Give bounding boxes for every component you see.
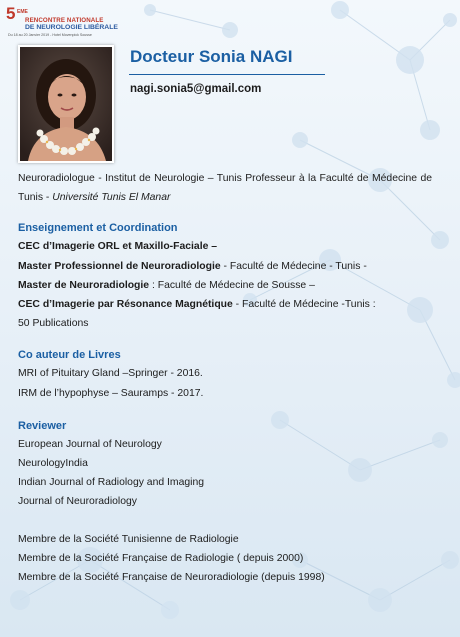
teaching-line	[18, 318, 88, 329]
event-title-line1: RENCONTRE NATIONALE	[25, 17, 104, 24]
book-line: IRM de l’hypophyse – Sauramps - 2017.	[18, 388, 204, 399]
teaching-line	[18, 241, 217, 252]
name-divider	[129, 74, 325, 75]
teaching-line-rest: : Faculté de Médecine de Sousse –	[149, 280, 315, 291]
teaching-line-bold: Master Professionnel de Neuroradiologie	[18, 261, 221, 272]
speaker-photo	[18, 45, 114, 163]
teaching-line-bold: CEC d’Imagerie par Résonance Magnétique	[18, 299, 233, 310]
section-title-books: Co auteur de Livres	[18, 349, 121, 361]
teaching-line	[18, 261, 367, 272]
event-dates: Du 18 au 20 Janvier 2019 - Hotel Movenpick Sousse	[8, 33, 92, 37]
speaker-email: nagi.sonia5@gmail.com	[130, 83, 262, 95]
teaching-line-rest: - Faculté de Médecine - Tunis -	[220, 261, 367, 272]
event-logo	[6, 6, 166, 38]
event-number: 5	[6, 4, 16, 23]
event-number-suffix: EME	[17, 9, 28, 15]
reviewer-line: Journal of Neuroradiology	[18, 496, 137, 507]
membership-line: Membre de la Société Française de Radiologie ( depuis 2000)	[18, 553, 304, 564]
teaching-line	[18, 280, 315, 291]
reviewer-line: NeurologyIndia	[18, 458, 88, 469]
section-title-reviewer: Reviewer	[18, 420, 67, 432]
membership-line: Membre de la Société Française de Neuroradiologie (depuis 1998)	[18, 572, 325, 583]
reviewer-line: Indian Journal of Radiology and Imaging	[18, 477, 205, 488]
teaching-line-rest: 50 Publications	[18, 318, 89, 329]
membership-line: Membre de la Société Tunisienne de Radiologie	[18, 534, 239, 545]
reviewer-line: European Journal of Neurology	[18, 439, 162, 450]
teaching-line-bold: Master de Neuroradiologie	[18, 280, 150, 291]
section-title-teaching: Enseignement et Coordination	[18, 222, 178, 234]
teaching-line	[18, 299, 376, 310]
intro-text: Neuroradiologue - Institut de Neurologie – Tunis Professeur à la Faculté de Médecine de Tunis -	[18, 173, 432, 203]
teaching-line-rest: - Faculté de Médecine -Tunis :	[232, 299, 376, 310]
intro-affiliation: Université Tunis El Manar	[52, 192, 171, 203]
event-title-line2: DE NEUROLOGIE LIBÉRALE	[25, 24, 118, 31]
book-line: MRI of Pituitary Gland –Springer - 2016.	[18, 368, 203, 379]
speaker-intro	[18, 169, 432, 207]
teaching-line-bold: CEC d’Imagerie ORL et Maxillo-Faciale –	[18, 241, 218, 252]
speaker-name: Docteur Sonia NAGI	[130, 47, 293, 66]
